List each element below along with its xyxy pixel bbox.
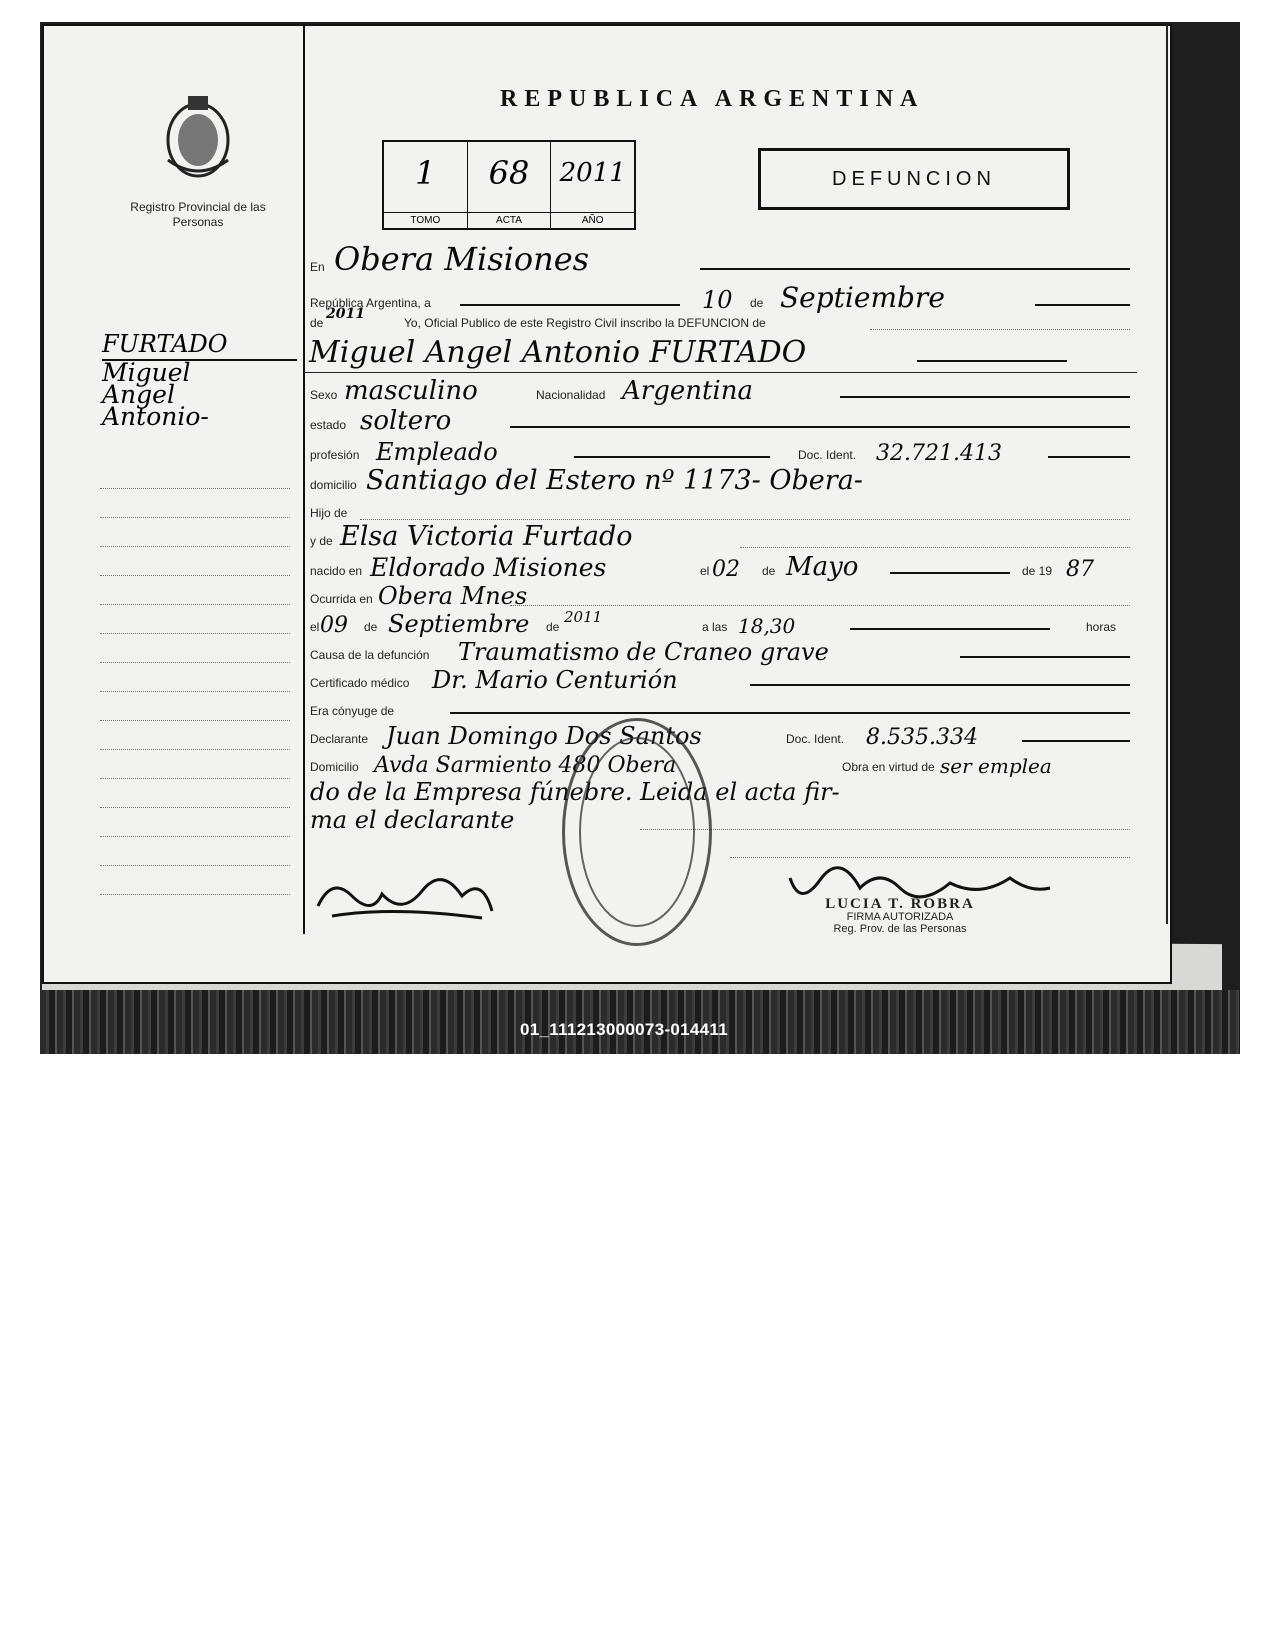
day-value: 10 (702, 286, 733, 314)
scan-id: 01_111213000073-014411 (520, 1020, 728, 1039)
republica-label: República Argentina, a (310, 296, 431, 310)
year-value: 2011 (326, 306, 365, 322)
acta-label: ACTA (468, 212, 551, 228)
medico-value: Dr. Mario Centurión (432, 666, 678, 694)
el2-label: el (310, 620, 320, 634)
nac-anio-value: 87 (1066, 557, 1094, 582)
doc2-label: Doc. Ident. (786, 732, 845, 746)
margin-surname: FURTADO (102, 330, 297, 361)
el-label: el (700, 564, 710, 578)
signature-block (800, 898, 1000, 935)
domicilio-label: domicilio (310, 478, 357, 492)
def-mes-value: Septiembre (388, 610, 530, 638)
yde-label: y de (310, 534, 333, 548)
ocurrida-value: Obera Mnes (378, 582, 528, 610)
doc2-value: 8.535.334 (866, 725, 978, 750)
margin-given-name: Antonio- (102, 402, 209, 431)
declarant-signature (312, 866, 502, 926)
estado-label: estado (310, 418, 347, 432)
registry-office-label: Registro Provincial de las Personas (130, 200, 266, 229)
doc-label: Doc. Ident. (798, 448, 857, 462)
anio-label: AÑO (551, 212, 634, 228)
domicilio2-label: Domicilio (310, 760, 359, 774)
acta-cell (468, 142, 552, 228)
nacionalidad-label: Nacionalidad (536, 388, 606, 402)
signer-name: LUCIA T. ROBRA (825, 896, 975, 912)
month-value: Septiembre (780, 281, 945, 314)
right-border (1166, 24, 1168, 924)
margin-given-name: Miguel (102, 358, 191, 387)
margin-notes-lines (100, 460, 290, 895)
margin-divider (303, 24, 305, 934)
obra-label: Obra en virtud de (842, 760, 935, 774)
signer-office: Reg. Prov. de las Personas (833, 923, 967, 935)
margin-given-names (102, 358, 282, 431)
country-title: REPUBLICA ARGENTINA (500, 86, 925, 112)
row-madre (310, 520, 1130, 554)
nacido-label: nacido en (310, 564, 363, 578)
declarante-value: Juan Domingo Dos Santos (386, 722, 702, 750)
row-en (310, 240, 1130, 280)
en-label: En (310, 260, 325, 274)
declarante-label: Declarante (310, 732, 369, 746)
obra-value: ser emplea (940, 754, 1052, 778)
row-estado (310, 404, 1130, 438)
anio-cell (551, 142, 634, 228)
madre-value: Elsa Victoria Furtado (340, 521, 633, 552)
profesion-value: Empleado (376, 438, 498, 466)
nacido-value: Eldorado Misiones (370, 553, 607, 582)
signer-title: FIRMA AUTORIZADA (846, 911, 954, 923)
tomo-cell (384, 142, 468, 228)
de5-label: de (546, 620, 560, 634)
estado-value: soltero (360, 406, 452, 436)
hijo-label: Hijo de (310, 506, 348, 520)
tomo-label: TOMO (384, 212, 467, 228)
horas-label: horas (1086, 620, 1117, 634)
def-dia-value: 09 (320, 613, 348, 638)
de-label: de (750, 296, 764, 310)
place-value: Obera Misiones (334, 240, 590, 278)
de3-label: de (762, 564, 776, 578)
ales-label: a las (702, 620, 728, 634)
sexo-value: masculino (344, 376, 478, 406)
nac-dia-value: 02 (712, 557, 740, 582)
row-oficial (310, 308, 1130, 336)
deceased-name: Miguel Angel Antonio FURTADO (309, 335, 807, 370)
causa-value: Traumatismo de Craneo grave (458, 638, 829, 666)
obra-line2: do de la Empresa fúnebre. Leida el acta fir- (310, 778, 840, 806)
official-stamp (562, 718, 712, 946)
de4-label: de (364, 620, 378, 634)
doc-value: 32.721.413 (876, 441, 1002, 466)
document-type: DEFUNCION (758, 148, 1070, 210)
ocurrida-label: Ocurrida en (310, 592, 373, 606)
acta-value: 68 (488, 154, 530, 192)
row-profesion (310, 434, 1130, 468)
registration-box (382, 140, 636, 230)
profesion-label: profesión (310, 448, 360, 462)
domicilio-value: Santiago del Estero nº 1173- Obera- (366, 465, 863, 496)
margin-given-name: Angel (102, 380, 175, 409)
nac-mes-value: Mayo (786, 552, 859, 582)
nacionalidad-value: Argentina (622, 376, 753, 406)
de2-label: de (310, 316, 324, 330)
conyuge-label: Era cónyuge de (310, 704, 395, 718)
de19-label: de 19 (1022, 564, 1053, 578)
causa-label: Causa de la defunción (310, 648, 430, 662)
oficial-text: Yo, Oficial Publico de este Registro Civil inscribo la DEFUNCION de (404, 316, 766, 330)
sexo-label: Sexo (310, 388, 338, 402)
certificado-label: Certificado médico (310, 676, 410, 690)
row-sexo (310, 374, 1130, 408)
domicilio2-value: Avda Sarmiento 480 Obera (374, 753, 677, 778)
tomo-value: 1 (415, 154, 436, 192)
def-hora-value: 18,30 (738, 614, 796, 638)
obra-line3: ma el declarante (310, 806, 515, 834)
row-deceased (305, 334, 1137, 373)
coat-of-arms-icon (160, 90, 236, 182)
anio-value: 2011 (559, 158, 626, 188)
def-anio-value: 2011 (564, 608, 603, 626)
